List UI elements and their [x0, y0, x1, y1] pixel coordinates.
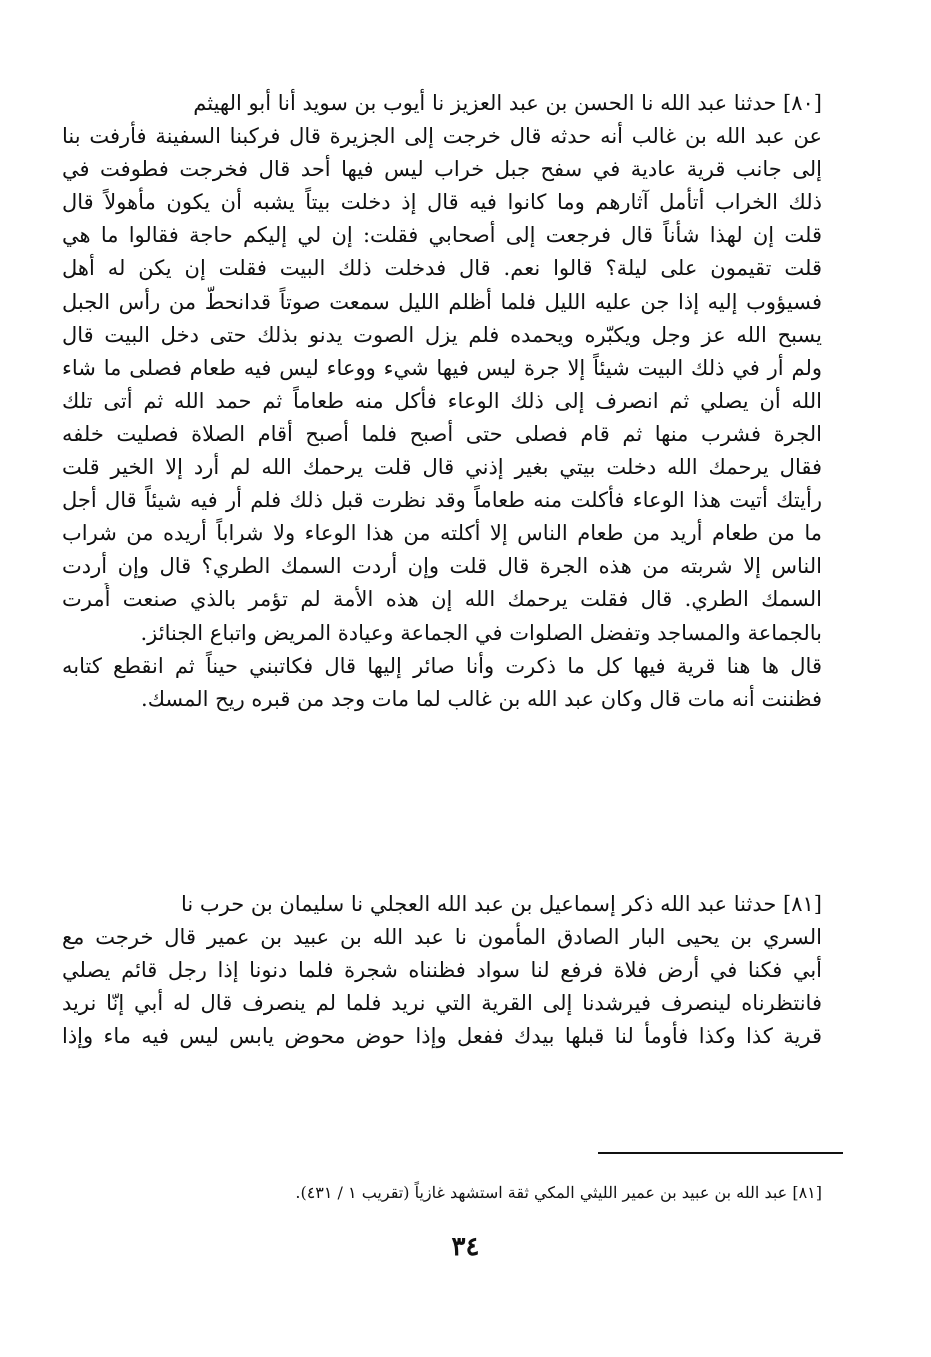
text-line: فسيؤوب إليه إذا جن عليه الليل فلما أظلم الليل سمعت صوتاً قدانحطّ من رأس الجبل: [62, 289, 822, 314]
text-line: فقال يرحمك الله دخلت بيتي بغير إذني قال قلت يرحمك الله لم أرد إلا الخير قلت: [62, 455, 822, 480]
text-line: الله أن يصلي ثم انصرف إلى ذلك الوعاء فأكل منه طعاماً ثم حمد الله ثم أتى تلك: [62, 388, 822, 413]
text-line: السمك الطري. قال فقلت يرحمك الله إن هذه الأمة لم تؤمر بالذي صنعت أُمرت: [62, 587, 822, 612]
text-line: الناس إلا شربته من هذه الجرة قال قلت وإن أردت السمك الطري؟ قال وإن أردت: [62, 554, 822, 579]
text-line: ذلك الخراب أتأمل آثارهم وما كانوا فيه قال إذ دخلت بيتاً يشبه أن يكون مأهولاً قال: [62, 190, 822, 215]
text-line: إلى جانب قرية عادية في سفح جبل خراب ليس فيها أحد قال فخرجت فطوفت في: [62, 157, 822, 182]
text-line: فظننت أنه مات قال وكان عبد الله بن غالب لما مات وجد من قبره ريح المسك.: [141, 686, 822, 711]
text-line: عن عبد الله بن غالب أنه حدثه قال خرجت إلى الجزيرة قال فركبنا السفينة فأرفت بنا: [62, 124, 822, 149]
text-line: أبي فكنا في أرض فلاة فرفع لنا سواد فظنناه شجرة فلما دنونا إذا رجل قائم يصلي: [62, 958, 822, 983]
text-line: يسبح الله عز وجل ويكبّره ويحمده فلم يزل الصوت يدنو بذلك حتى دخل البيت قال: [62, 322, 822, 347]
text-line: بالجماعة والمساجد وتفضل الصلوات في الجماعة وعيادة المريض واتباع الجنائز.: [140, 620, 822, 645]
text-line: الجرة فشرب منها ثم قام فصلى حتى أصبح فلما أصبح أقام الصلاة فصليت خلفه: [62, 421, 822, 446]
text-line: [٨١] حدثنا عبد الله ذكر إسماعيل بن عبد الله العجلي نا سليمان بن حرب نا: [180, 892, 822, 916]
text-line: السري بن يحيى البار الصادق المأمون نا عبد الله بن عبيد بن عمير قال خرجت مع: [62, 925, 822, 950]
text-line: قلت إن لهذا شأناً قال فرجعت إلى أصحابي فقلت: إن لي إليكم حاجة فقالوا ما هي: [62, 223, 822, 248]
footnote: [٨١] عبد الله بن عبيد بن عمير الليثي المكي ثقة استشهد غازياً (تقريب ١ / ٤٣١).: [295, 1183, 822, 1202]
paragraph-81: [62, 888, 822, 1053]
text-line: رأيتك أتيت هذا الوعاء فأكلت منه طعاماً وقد نظرت قبل ذلك فلم أر فيه شيئاً قال أجل: [62, 488, 822, 513]
text-line: قرية كذا وكذا فأومأ لنا قبلها بيدك ففعل وإذا حوض محوض يابس ليس فيه ماء وإذا: [62, 1024, 822, 1049]
page-number: ٣٤: [451, 1232, 480, 1262]
text-line: ما من طعام أريد من طعام الناس إلا أكلته من هذا الوعاء ولا شراباً أريده من شراب: [62, 521, 822, 546]
paragraph-80: [62, 87, 822, 716]
text-line: فانتظرناه لينصرف فيرشدنا إلى القرية التي نريد فلما لم ينصرف قال له أبي إنّا نريد: [62, 991, 822, 1016]
text-line: قلت تقيمون على ليلة؟ قالوا نعم. قال فدخلت ذلك البيت فقلت إن يكن له أهل: [62, 256, 822, 281]
text-line: ولم أر في ذلك البيت شيئاً إلا جرة ليس فيها شيء ووعاء ليس فيه طعام فصلى ما شاء: [62, 355, 822, 380]
footnote-divider: [598, 1152, 843, 1154]
text-line: [٨٠] حدثنا عبد الله نا الحسن بن عبد العزيز نا أيوب بن سويد أنا أبو الهيثم: [193, 91, 822, 115]
text-line: قال ها هنا قرية فيها كل ما ذكرت وأنا صائر إليها قال فكاتبني حيناً ثم انقطع كتابه: [62, 653, 822, 678]
